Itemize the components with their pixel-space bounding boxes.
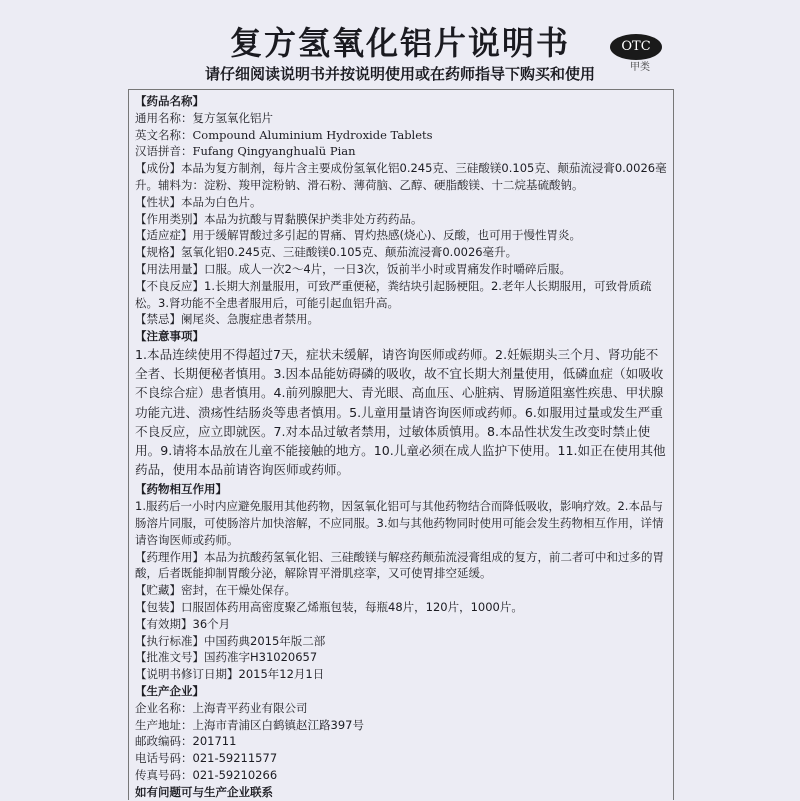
pinyin-name: 汉语拼音：Fufang Qingyanghualü Pian bbox=[135, 144, 356, 159]
company-phone: 电话号码：021-59211577 bbox=[135, 751, 278, 766]
section-specification: 【规格】氢氧化铝0.245克、三硅酸镁0.105克、颠茄流浸膏0.0026毫升。 bbox=[135, 245, 518, 260]
section-package: 【包装】口服固体药用高密度聚乙烯瓶包装，每瓶48片，120片，1000片。 bbox=[135, 599, 523, 614]
company-fax: 传真号码：021-59210266 bbox=[135, 767, 278, 782]
section-precautions: 1.本品连续使用不得超过7天，症状未缓解，请咨询医师或药师。2.妊娠期头三个月、肾功能不全者、长期便秘者慎用。3.因本品能妨碍磷的吸收，故不宜长期大剂量使用，低磷血症（如吸收不良综合症）患者慎用。4.前列腺肥大、青光眼、高血压、心脏病、胃肠道阻塞性疾患、甲状腺功能亢进、溃疡性结肠炎等患者慎用。5.儿童用量请咨询医师或药师。6.如服用过量或发生严重不良反应，应立即就医。7.对本品过敏者禁用，过敏体质慎用。8.本品性状发生改变时禁止使用。9.请将本品放在儿童不能接触的地方。10.儿童必须在成人监护下使用。11.如正在使用其他药品，使用本品前请咨询医师或药师。 bbox=[135, 346, 666, 478]
otc-badge: OTC bbox=[610, 34, 662, 60]
section-storage: 【贮藏】密封，在干燥处保存。 bbox=[135, 583, 296, 598]
section-adverse-reactions: 【不良反应】1.长期大剂量服用，可致严重便秘，粪结块引起肠梗阻。2.老年人长期服用，可致骨质疏松。3.肾功能不全患者服用后，可能引起血铝升高。 bbox=[135, 278, 652, 310]
otc-class-label: 甲类 bbox=[630, 62, 650, 73]
section-interactions-heading: 【药物相互作用】 bbox=[135, 482, 227, 497]
section-appearance: 【性状】本品为白色片。 bbox=[135, 194, 262, 209]
section-approval: 【批准文号】国药准字H31020657 bbox=[135, 650, 318, 665]
section-indications: 【适应症】用于缓解胃酸过多引起的胃痛、胃灼热感(烧心)、反酸，也可用于慢性胃炎。 bbox=[135, 228, 581, 243]
section-manufacturer-heading: 【生产企业】 bbox=[135, 683, 204, 698]
english-name: 英文名称：Compound Aluminium Hydroxide Tablets bbox=[135, 127, 433, 142]
page-subtitle: 请仔细阅读说明书并按说明使用或在药师指导下购买和使用 bbox=[204, 65, 595, 83]
section-name-heading: 【药品名称】 bbox=[135, 94, 204, 108]
section-pharmacology: 【药理作用】本品为抗酸药氢氧化铝、三硅酸镁与解痉药颠茄流浸膏组成的复方，前二者可中和过多的胃酸，后者既能抑制胃酸分泌，解除胃平滑肌痉挛，又可使胃排空延缓。 bbox=[135, 549, 664, 581]
company-address: 生产地址：上海市青浦区白鹤镇赵江路397号 bbox=[135, 717, 364, 732]
section-precautions-heading: 【注意事项】 bbox=[135, 329, 204, 344]
section-validity: 【有效期】36个月 bbox=[135, 616, 231, 631]
section-interactions: 1.服药后一小时内应避免服用其他药物，因氢氧化铝可与其他药物结合而降低吸收，影响疗效。2.本品与肠溶片同服，可使肠溶片加快溶解，不应同服。3.如与其他药物同时使用可能会发生药物相互作用，详情请咨询医师或药师。 bbox=[135, 499, 664, 547]
section-contraindications: 【禁忌】阑尾炎、急腹症患者禁用。 bbox=[135, 312, 319, 327]
section-category: 【作用类别】本品为抗酸与胃黏膜保护类非处方药药品。 bbox=[135, 211, 423, 226]
contact-note: 如有问题可与生产企业联系 bbox=[135, 784, 273, 799]
common-name: 通用名称：复方氢氧化铝片 bbox=[135, 110, 273, 125]
section-revision-date: 【说明书修订日期】2015年12月1日 bbox=[135, 667, 325, 682]
section-ingredients: 【成份】本品为复方制剂，每片含主要成份氢氧化铝0.245克、三硅酸镁0.105克、颠茄流浸膏0.0026毫升。辅料为：淀粉、羧甲淀粉钠、滑石粉、薄荷脑、乙醇、硬脂酸镁、十二烷基硫酸钠。 bbox=[135, 161, 667, 192]
page-title: 复方氢氧化铝片说明书 bbox=[229, 24, 570, 62]
company-name: 企业名称：上海青平药业有限公司 bbox=[135, 700, 308, 715]
instruction-content-box bbox=[128, 89, 674, 800]
section-standard: 【执行标准】中国药典2015年版二部 bbox=[135, 633, 326, 648]
section-dosage: 【用法用量】口服。成人一次2～4片，一日3次，饭前半小时或胃痛发作时嚼碎后服。 bbox=[135, 261, 571, 276]
company-postcode: 邮政编码：201711 bbox=[135, 734, 237, 749]
